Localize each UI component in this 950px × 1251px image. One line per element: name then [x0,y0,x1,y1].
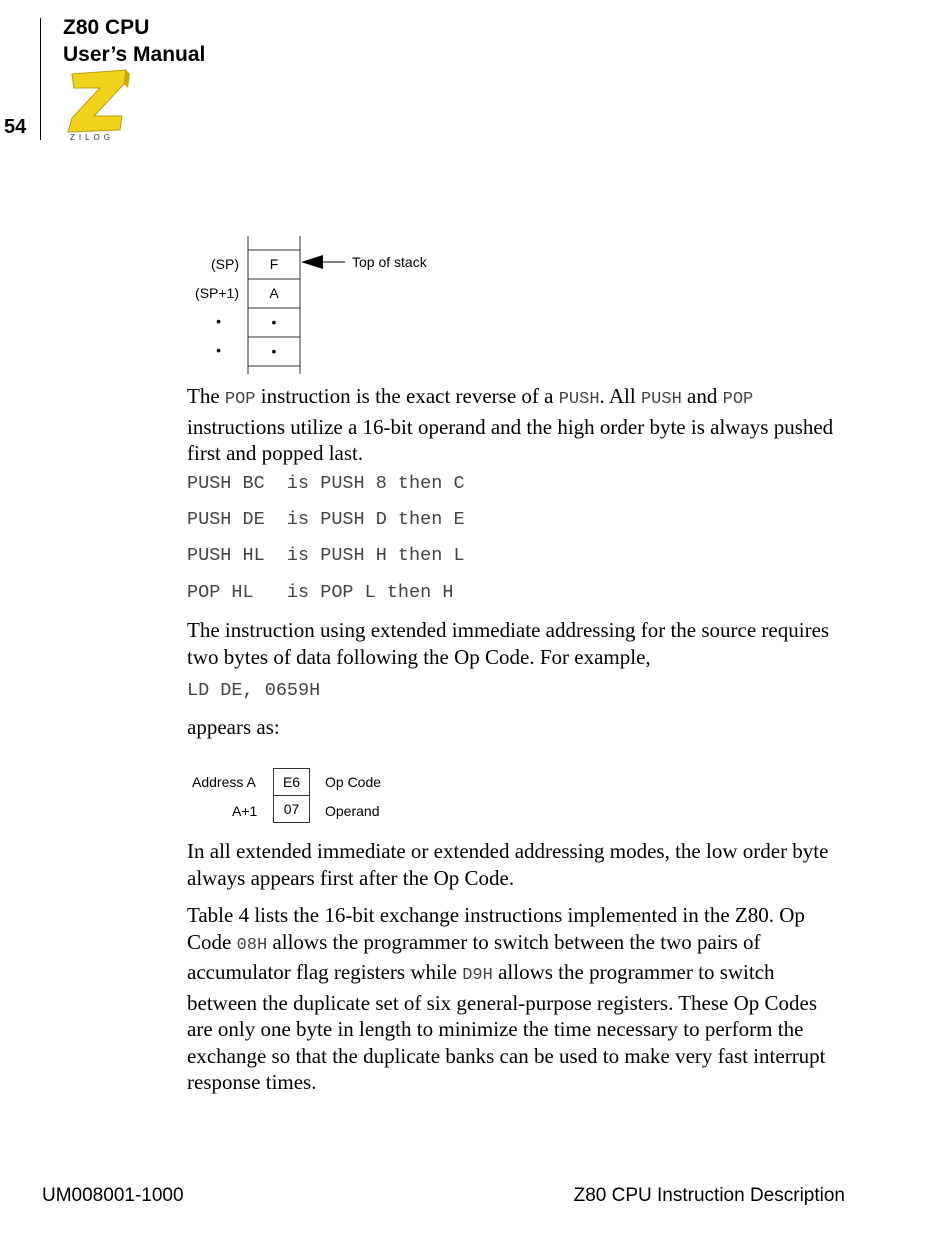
code-pop: POP [224,390,256,409]
code-pop-2: POP [722,390,754,409]
op-code-desc: Op Code [325,774,382,790]
ld-example: LD DE, 0659H [187,680,321,701]
stack-label-sp1: (SP+1) [195,285,239,301]
logo-wordmark: ZILOG [70,133,115,142]
extended-intro-paragraph: The instruction using extended immediate addressing for the source requires two bytes of data following the Op Code. For example, [187,618,830,669]
code-line-1: PUSH BC is PUSH 8 then C [187,473,465,494]
footer-section-title: Z80 CPU Instruction Description [573,1185,845,1206]
opcode-diagram [185,766,445,832]
zilog-logo [64,66,134,142]
title-line-1: Z80 CPU [63,16,150,39]
address-a-label: Address A [192,774,256,790]
stack-cell-dot-2: • [271,343,277,359]
code-push: PUSH [558,390,600,409]
stack-label-dot-1: • [216,313,221,329]
page-number: 54 [4,116,27,138]
appears-as-text: appears as: [187,715,280,739]
table4-paragraph: Table 4 lists the 16-bit exchange instructions implemented in the Z80. Op Code 08H allows the programmer to switch between the two pairs of accumulator flag registers while D9H allows the programmer to switch between the duplicate set of six general-purpose registers. These Op Codes are only one byte in length to minimize the time necessary to perform the exchange so that the duplicate banks can be used to make very fast interrupt response times. [187,903,826,1094]
code-line-3: PUSH HL is PUSH H then L [187,545,465,566]
manual-title [63,14,205,68]
stack-cell-dot-1: • [271,314,277,330]
code-push-2: PUSH [640,390,682,409]
code-d9h: D9H [462,966,493,985]
opcode-byte-cell: E6 [273,768,310,796]
stack-label-dot-2: • [216,342,221,358]
stack-diagram [185,236,485,376]
operand-byte-cell: 07 [273,795,310,823]
top-of-stack-label: Top of stack [352,254,427,270]
low-order-paragraph: In all extended immediate or extended addressing modes, the low order byte always appears first after the Op Code. [187,839,829,890]
stack-cell-f: F [269,256,279,272]
code-line-4: POP HL is POP L then H [187,582,454,603]
stack-label-sp: (SP) [211,256,239,272]
header-rule [40,18,41,140]
address-a1-label: A+1 [232,803,258,819]
footer-doc-id: UM008001-1000 [42,1185,184,1206]
code-08h: 08H [236,935,268,955]
stack-cell-a: A [269,285,279,301]
code-line-2: PUSH DE is PUSH D then E [187,509,465,530]
pop-intro-paragraph: The POP instruction is the exact reverse of a PUSH. All PUSH and POP instructions utilize a 16-bit operand and the high order byte is always pushed first and popped last. [187,384,834,465]
top-of-stack-arrow [301,255,345,269]
operand-desc: Operand [325,803,380,819]
title-line-2: User’s Manual [63,43,206,66]
